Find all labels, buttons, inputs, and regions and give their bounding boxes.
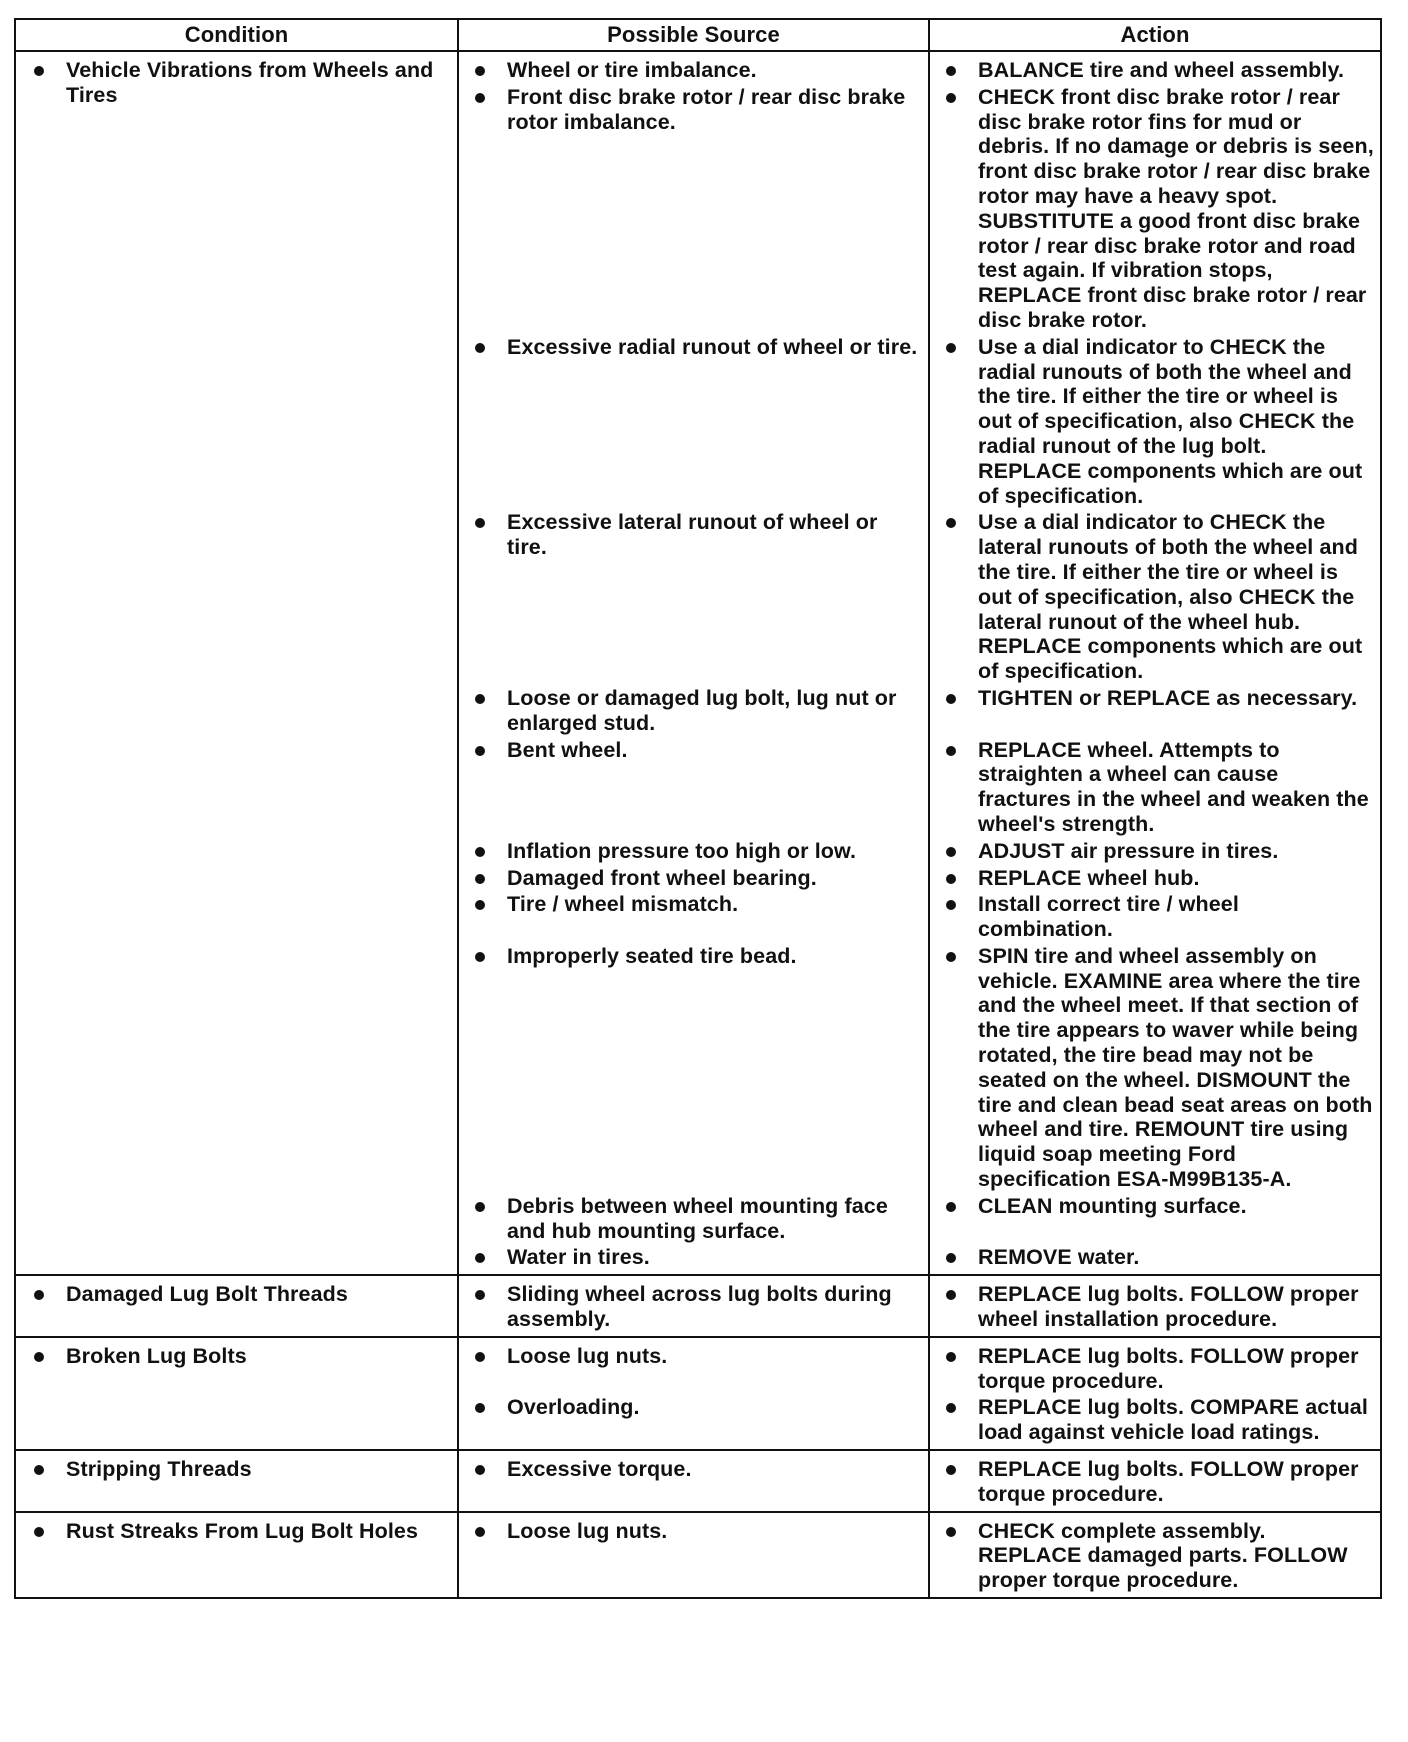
condition-text: Damaged Lug Bolt Threads [66,1282,348,1307]
bullet-icon [946,900,956,910]
bullet-icon [475,874,485,884]
bullet-icon [475,1403,485,1413]
source-text: Water in tires. [507,1245,650,1270]
source-item [471,1194,920,1244]
bullet-icon [475,900,485,910]
source-text: Improperly seated tire bead. [507,943,797,968]
bullet-icon [946,1253,956,1263]
bullet-icon [475,694,485,704]
action-item [942,839,1374,864]
condition-item [30,1282,449,1307]
source-item [471,686,920,736]
bullet-icon [475,1352,485,1362]
action-item [942,1194,1374,1219]
bullet-icon [34,1527,44,1537]
bullet-icon [946,952,956,962]
source-text: Damaged front wheel bearing. [507,865,817,890]
source-text: Loose lug nuts. [507,1518,668,1543]
bullet-icon [475,1290,485,1300]
bullet-icon [475,93,485,103]
action-item [942,1282,1374,1332]
header-condition: Condition [15,19,458,51]
bullet-icon [475,1253,485,1263]
source-item [471,1457,920,1482]
bullet-icon [34,1352,44,1362]
condition-cell [15,1512,458,1598]
condition-text: Vehicle Vibrations from Wheels and Tires [66,58,434,107]
source-text: Loose or damaged lug bolt, lug nut or enlarged stud. [507,685,897,735]
action-text: CLEAN mounting surface. [978,1193,1247,1218]
action-item [942,944,1374,1192]
bullet-icon [34,66,44,76]
bullet-icon [475,1465,485,1475]
condition-text: Stripping Threads [66,1457,252,1482]
bullet-icon [475,847,485,857]
source-text: Sliding wheel across lug bolts during assembly. [507,1282,892,1332]
source-cell [458,1337,1381,1450]
action-text: REPLACE lug bolts. FOLLOW proper wheel installation procedure. [978,1282,1359,1332]
source-text: Excessive radial runout of wheel or tire. [507,334,918,359]
condition-cell [15,51,458,1275]
source-text: Debris between wheel mounting face and hub mounting surface. [507,1193,888,1243]
source-item [471,58,920,83]
source-cell [458,1450,1381,1512]
action-item [942,335,1374,509]
bullet-icon [946,343,956,353]
action-item [942,1344,1374,1394]
action-text: BALANCE tire and wheel assembly. [978,58,1345,82]
bullet-icon [34,1290,44,1300]
bullet-icon [475,343,485,353]
source-item [471,510,920,560]
bullet-icon [475,746,485,756]
source-text: Overloading. [507,1395,640,1420]
bullet-icon [475,66,485,76]
action-text: REPLACE wheel. Attempts to straighten a wheel can cause fractures in the wheel and weaken the wheel's strength. [978,737,1369,836]
action-text: CHECK front disc brake rotor / rear disc brake rotor fins for mud or debris. If no damage or debris is seen, front disc brake rotor / rear disc brake rotor may have a heavy spot. SUBSTITUTE a good front disc brake rotor / rear disc brake rotor and road test again. If vibration stops, REPLACE front disc brake rotor / rear disc brake rotor. [978,84,1374,332]
bullet-icon [946,518,956,528]
bullet-icon [946,847,956,857]
diagnosis-table [14,18,1382,1599]
action-item [942,1395,1374,1445]
action-text: REPLACE lug bolts. COMPARE actual load against vehicle load ratings. [978,1395,1368,1445]
action-item [942,85,1374,333]
source-text: Bent wheel. [507,737,628,762]
table-row [15,1337,1381,1450]
source-item [471,738,920,763]
source-item [471,1395,920,1420]
action-text: REPLACE lug bolts. FOLLOW proper torque procedure. [978,1457,1359,1506]
condition-item [30,58,449,108]
action-item [942,510,1374,684]
condition-text: Rust Streaks From Lug Bolt Holes [66,1518,419,1543]
source-item [471,1245,920,1270]
bullet-icon [946,93,956,103]
action-text: REPLACE wheel hub. [978,865,1200,890]
source-item [471,944,920,969]
condition-cell [15,1450,458,1512]
source-item [471,839,920,864]
table-row [15,51,1381,1275]
action-text: REPLACE lug bolts. FOLLOW proper torque procedure. [978,1343,1359,1393]
source-cell [458,1275,1381,1337]
bullet-icon [946,1202,956,1212]
condition-text: Broken Lug Bolts [66,1343,247,1368]
condition-item [30,1519,449,1544]
bullet-icon [475,952,485,962]
bullet-icon [946,746,956,756]
action-text: TIGHTEN or REPLACE as necessary. [978,685,1358,710]
action-item [942,1245,1374,1270]
source-text: Wheel or tire imbalance. [507,58,757,82]
table-row [15,1275,1381,1337]
condition-item [30,1344,449,1369]
header-possible-source: Possible Source [458,19,929,51]
action-item [942,738,1374,837]
action-item [942,58,1374,83]
action-item [942,1519,1374,1593]
source-item [471,1282,920,1332]
table-body [15,51,1381,1598]
table-row [15,1450,1381,1512]
bullet-icon [475,518,485,528]
source-item [471,335,920,360]
table-header-row [15,19,1381,51]
header-action: Action [929,19,1381,51]
bullet-icon [34,1465,44,1475]
source-item [471,85,920,135]
source-text: Excessive lateral runout of wheel or tire. [507,510,878,560]
source-item [471,892,920,917]
source-text: Loose lug nuts. [507,1343,668,1368]
source-text: Inflation pressure too high or low. [507,838,857,863]
source-text: Excessive torque. [507,1457,692,1482]
table-row [15,1512,1381,1598]
action-text: Use a dial indicator to CHECK the lateral runouts of both the wheel and the tire. If either the tire or wheel is out of specification, also CHECK the lateral runout of the wheel hub. REPLACE components which are out of specification. [978,510,1363,684]
action-text: REMOVE water. [978,1245,1140,1270]
bullet-icon [946,1527,956,1537]
diagnosis-page [14,18,1380,1599]
source-item [471,1519,920,1544]
bullet-icon [946,1403,956,1413]
bullet-icon [946,1465,956,1475]
source-text: Front disc brake rotor / rear disc brake rotor imbalance. [507,84,906,134]
bullet-icon [946,874,956,884]
source-cell [458,1512,1381,1598]
bullet-icon [475,1527,485,1537]
action-text: CHECK complete assembly. REPLACE damaged parts. FOLLOW proper torque procedure. [978,1518,1348,1593]
action-item [942,892,1374,942]
bullet-icon [946,694,956,704]
source-item [471,866,920,891]
action-text: SPIN tire and wheel assembly on vehicle. EXAMINE area where the tire and the wheel meet. If that section of the tire appears to waver while being rotated, the tire bead may not be seated on the wheel. DISMOUNT the tire and clean bead seat areas on both wheel and tire. REMOUNT tire using liquid soap meeting Ford specification ESA-M99B135-A. [978,943,1373,1192]
source-item [471,1344,920,1369]
bullet-icon [946,66,956,76]
bullet-icon [475,1202,485,1212]
condition-cell [15,1337,458,1450]
action-text: Install correct tire / wheel combination. [978,892,1239,942]
action-item [942,1457,1374,1507]
condition-item [30,1457,449,1482]
bullet-icon [946,1352,956,1362]
action-text: Use a dial indicator to CHECK the radial runouts of both the wheel and the tire. If either the tire or wheel is out of specification, also CHECK the radial runout of the lug bolt. REPLACE components which are out of specification. [978,334,1363,508]
action-item [942,686,1374,711]
source-text: Tire / wheel mismatch. [507,892,739,917]
action-item [942,866,1374,891]
action-text: ADJUST air pressure in tires. [978,838,1279,863]
bullet-icon [946,1290,956,1300]
condition-cell [15,1275,458,1337]
source-cell [458,51,1381,1275]
